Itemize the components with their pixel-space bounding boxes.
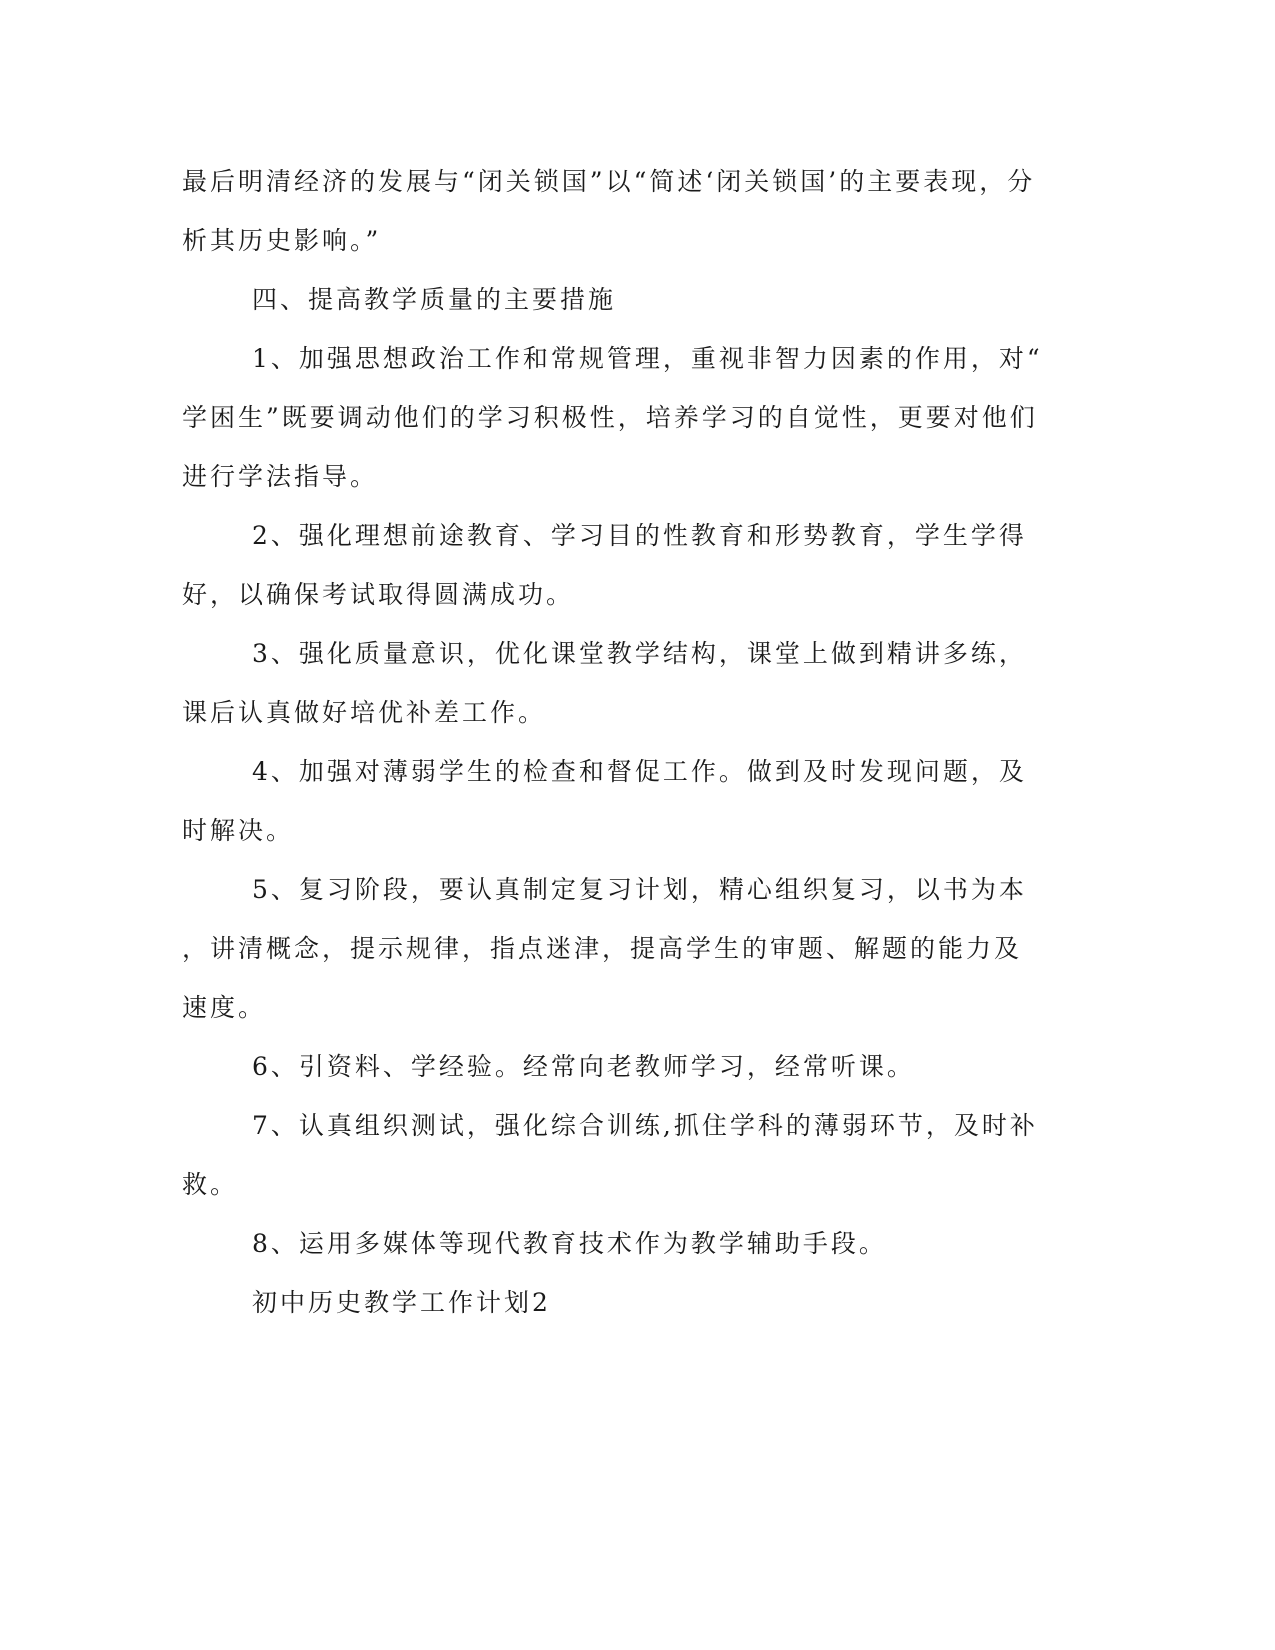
list-item-8: 8、运用多媒体等现代教育技术作为教学辅助手段。 [252, 1229, 887, 1258]
document-subtitle: 初中历史教学工作计划2 [252, 1288, 551, 1317]
list-item-1: 1、加强思想政治工作和常规管理，重视非智力因素的作用，对“ [252, 344, 1043, 373]
text-line: 学困生”既要调动他们的学习积极性，培养学习的自觉性，更要对他们 [182, 403, 1038, 432]
text-line: 析其历史影响。” [182, 226, 382, 255]
list-item-2: 2、强化理想前途教育、学习目的性教育和形势教育，学生学得 [252, 521, 1027, 550]
text-line: 课后认真做好培优补差工作。 [182, 698, 547, 727]
text-line: 速度。 [182, 993, 267, 1022]
list-item-3: 3、强化质量意识，优化课堂教学结构，课堂上做到精讲多练， [252, 639, 1027, 668]
list-item-4: 4、加强对薄弱学生的检查和督促工作。做到及时发现问题，及 [252, 757, 1027, 786]
text-line: 时解决。 [182, 816, 295, 845]
text-line: 进行学法指导。 [182, 462, 379, 491]
text-line: 好，以确保考试取得圆满成功。 [182, 580, 575, 609]
text-line: ，讲清概念，提示规律，指点迷津，提高学生的审题、解题的能力及 [182, 934, 1023, 963]
document-body [182, 160, 1043, 1340]
list-item-6: 6、引资料、学经验。经常向老教师学习，经常听课。 [252, 1052, 915, 1081]
list-item-5: 5、复习阶段，要认真制定复习计划，精心组织复习，以书为本 [252, 875, 1027, 904]
section-heading: 四、提高教学质量的主要措施 [252, 285, 617, 314]
text-line: 救。 [182, 1170, 239, 1199]
text-line: 最后明清经济的发展与“闭关锁国”以“简述‘闭关锁国’的主要表现，分 [182, 167, 1036, 196]
list-item-7: 7、认真组织测试，强化综合训练,抓住学科的薄弱环节，及时补 [252, 1111, 1038, 1140]
